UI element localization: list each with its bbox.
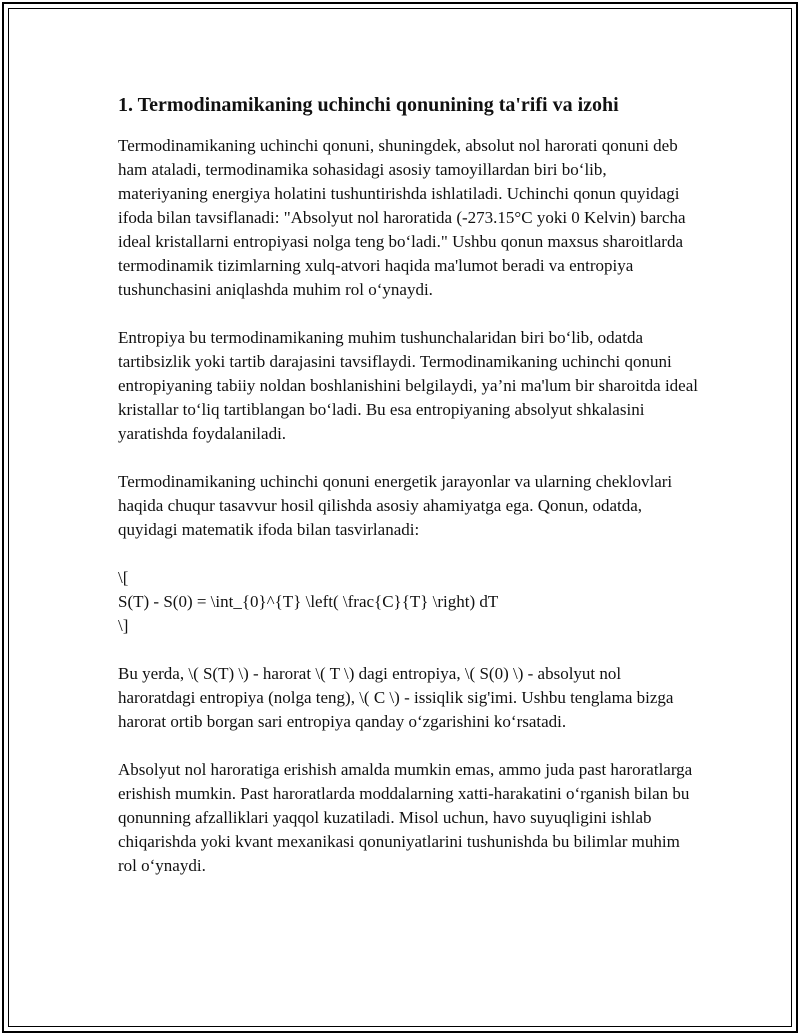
paragraph-explanation: Bu yerda, \( S(T) \) - harorat \( T \) dagi entropiya, \( S(0) \) - absolyut nol haroratdagi entropiya (nolga teng), \( C \) - issiqlik sig'imi. Ushbu tenglama bizga harorat ortib borgan sari entropiya qanday o‘zgarishini ko‘rsatadi. bbox=[118, 664, 674, 731]
formula-expression: S(T) - S(0) = \int_{0}^{T} \left( \frac{C}{T} \right) dT bbox=[118, 592, 499, 611]
formula-open: \[ bbox=[118, 568, 129, 587]
formula-block bbox=[118, 566, 698, 638]
document-body bbox=[118, 90, 698, 902]
formula-close: \] bbox=[118, 616, 129, 635]
paragraph-formula-intro: Termodinamikaning uchinchi qonuni energetik jarayonlar va ularning cheklovlari haqida chuqur tasavvur hosil qilishda asosiy ahamiyatga ega. Qonun, odatda, quyidagi matematik ifoda bilan tasvirlanadi: bbox=[118, 472, 673, 539]
section-heading: 1. Termodinamikaning uchinchi qonunining ta'rifi va izohi bbox=[118, 94, 619, 116]
paragraph-applications: Absolyut nol haroratiga erishish amalda mumkin emas, ammo juda past haroratlarga erishish mumkin. Past haroratlarda moddalarning xatti-harakatini o‘rganish bilan bu qonunning afzalliklari yaqqol kuzatiladi. Misol uchun, havo suyuqligini ishlab chiqarishda yoki kvant mexanikasi qonuniyatlarini tushunishda bu bilimlar muhim rol o‘ynaydi. bbox=[118, 760, 693, 875]
paragraph-entropy: Entropiya bu termodinamikaning muhim tushunchalaridan biri bo‘lib, odatda tartibsizlik yoki tartib darajasini tavsiflaydi. Termodinamikaning uchinchi qonuni entropiyaning tabiiy noldan boshlanishini belgilaydi, ya’ni ma'lum bir sharoitda ideal kristallar to‘liq tartiblangan bo‘ladi. Bu esa entropiyaning absolyut shkalasini yaratishda foydalaniladi. bbox=[118, 328, 699, 443]
paragraph-intro: Termodinamikaning uchinchi qonuni, shuningdek, absolut nol harorati qonuni deb ham ataladi, termodinamika sohasidagi asosiy tamoyillardan biri bo‘lib, materiyaning energiya holatini tushuntirishda ishlatiladi. Uchinchi qonun quyidagi ifoda bilan tavsiflanadi: "Absolyut nol haroratida (-273.15°C yoki 0 Kelvin) barcha ideal kristallarni entropiyasi nolga teng bo‘ladi." Ushbu qonun maxsus sharoitlarda termodinamik tizimlarning xulq-atvori haqida ma'lumot beradi va entropiya tushunchasini aniqlashda muhim rol o‘ynaydi. bbox=[118, 136, 686, 299]
